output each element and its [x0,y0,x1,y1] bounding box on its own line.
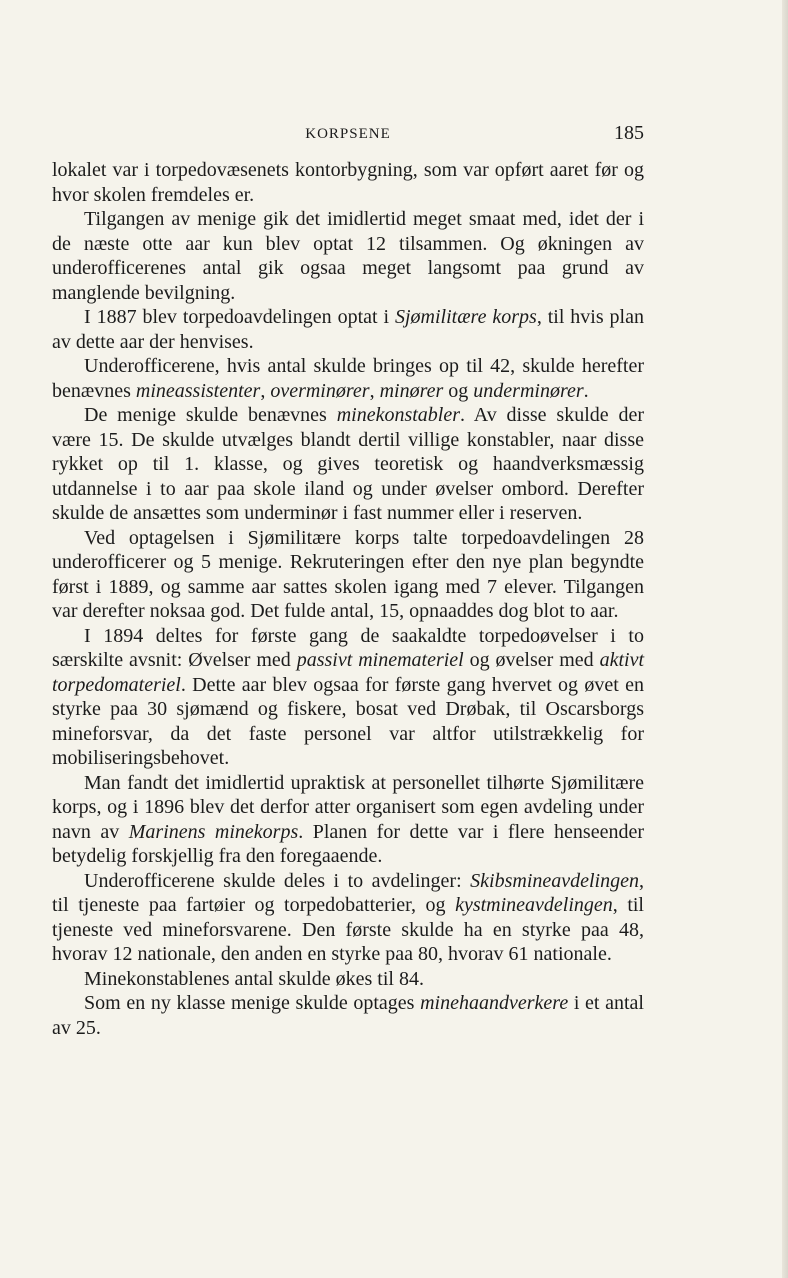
text-run: lokalet var i torpedovæsenets kontorbygning, som var opført aaret før og hvor skolen fremdeles er. [52,159,644,206]
page-header [52,118,644,148]
text-run: , [369,379,380,402]
paragraph [52,869,644,967]
paragraph [52,771,644,869]
text-run: . Dette aar blev ogsaa for første gang hvervet og øvet en styrke paa 30 sjømænd og fiskere, bosat ved Drøbak, til Oscarsborgs mineforsvar, da det faste personel var altfor utilstrækkelig for mobiliseringsbehovet. [52,673,644,769]
italic-text: minekonstabler [336,404,460,426]
italic-text: passivt minemateriel [296,649,464,671]
italic-text: mineassistenter [135,379,261,402]
text-run: , til tjeneste ved mineforsvarene. Den første skulde ha en styrke paa 48, hvorav 12 nationale, den anden en styrke paa 80, hvorav 61 nationale. [52,894,644,965]
paragraph [52,403,644,526]
paragraph [52,967,644,992]
text-run: Underofficerene skulde deles i to avdelinger: [84,869,471,892]
text-run: Ved optagelsen i Sjømilitære korps talte torpedoavdelingen 28 underofficerer og 5 menige. Rekruteringen efter den nye plan begyndte først i 1889, og samme aar sattes skolen igang med 7 elever. Tilgangen var derefter noksaa god. Det fulde antal, 15, opnaaddes dog blot to aar. [52,526,644,622]
text-run: I 1887 blev torpedoavdelingen optat i [84,306,395,328]
text-run: I 1894 deltes for første gang de saakaldte torpedoøvelser i to særskilte avsnit: Øvelser med [52,624,644,671]
paragraph [52,354,644,403]
italic-text: minehaandverkere [420,992,569,1014]
text-run: Som en ny klasse menige skulde optages [84,992,421,1014]
body-text [52,158,644,1040]
text-run: i et antal av 25. [52,992,644,1039]
page-number: 185 [614,122,644,144]
text-run: . Av disse skulde der være 15. De skulde utvælges blandt dertil villige konstabler, naar disse rykket op til 1. klasse, og gives teoretisk og haandverksmæssig utdannelse i to aar paa skole iland og under øvelser ombord. Derefter skulde de ansættes som underminør i fast nummer eller i reserven. [52,404,645,524]
italic-text: minører [379,379,444,402]
italic-text: Skibsmineavdelingen [470,869,639,892]
text-run: , til tjeneste paa fartøier og torpedobatterier, og [52,869,644,916]
italic-text: Marinens minekorps [128,820,299,843]
text-run: Underofficerene, hvis antal skulde bringes op til 42, skulde herefter benævnes [52,355,644,402]
paragraph [52,624,644,771]
text-run: Tilgangen av menige gik det imidlertid meget smaat med, idet der i de næste otte aar kun blev optat 12 tilsammen. Og økningen av underofficerenes antal gik ogsaa meget langsomt paa grund av manglende bevilgning. [52,208,644,304]
text-run: , [260,379,271,402]
paragraph [52,991,644,1040]
text-run: og [443,379,474,402]
text-run: Minekonstablenes antal skulde økes til 84. [84,967,424,990]
text-run: De menige skulde benævnes [84,404,337,426]
paragraph [52,158,644,207]
text-run: og øvelser med [463,649,600,671]
italic-text: Sjømilitære korps [394,306,537,328]
running-head: KORPSENE [305,126,391,142]
italic-text: underminører [473,379,584,402]
italic-text: aktivt torpedomateriel [52,649,645,696]
text-run: , til hvis plan av dette aar der henvises. [52,306,644,353]
text-run: . [583,379,589,402]
paragraph [52,207,644,305]
paragraph [52,305,644,354]
italic-text: kystmineavdelingen [455,894,613,916]
italic-text: overminører [270,379,370,402]
text-run: Man fandt det imidlertid upraktisk at personellet tilhørte Sjømilitære korps, og i 1896 blev det derfor atter organisert som egen avdeling under navn av [52,771,644,843]
paragraph [52,526,644,624]
text-run: . Planen for dette var i flere henseender betydelig forskjellig fra den foregaaende. [52,820,644,867]
page-edge [782,0,788,1278]
